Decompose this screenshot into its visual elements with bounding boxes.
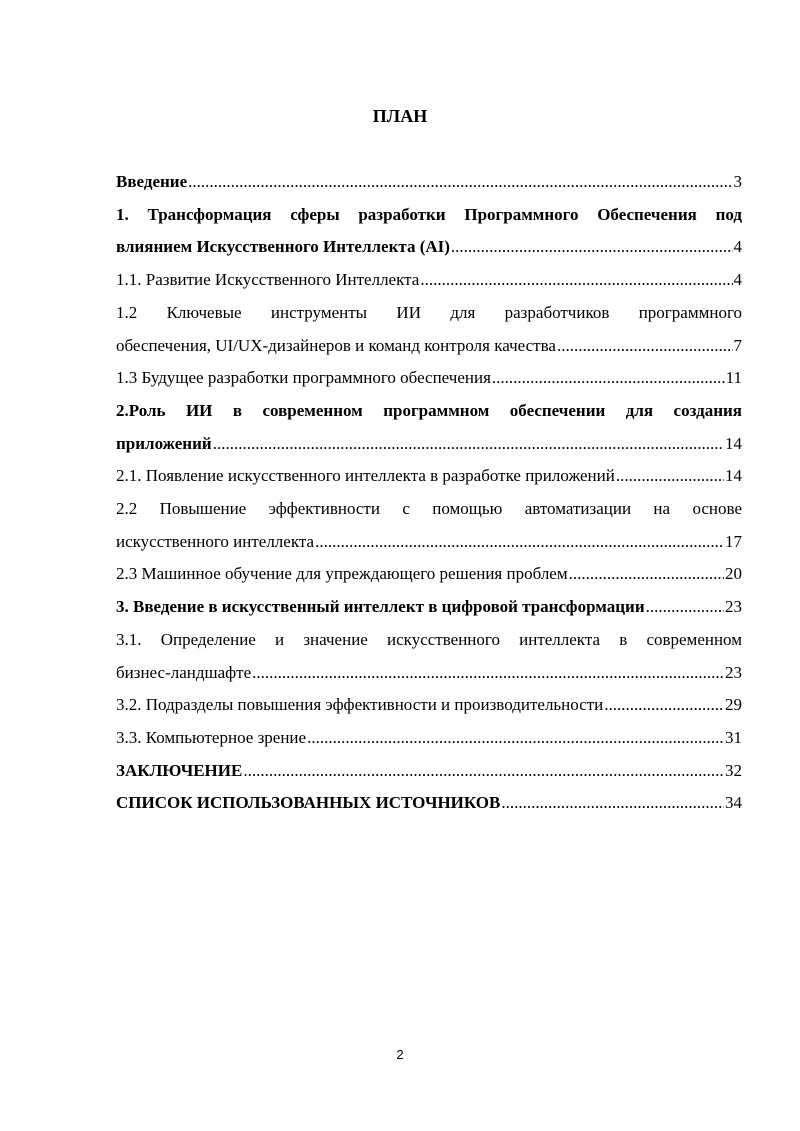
toc-entry-line [116, 526, 742, 559]
page-title: ПЛАН [372, 106, 428, 126]
toc-entry-line [116, 166, 742, 199]
toc-entry-line [116, 722, 742, 755]
toc-entry-title: 1.1. Развитие Искусственного Интеллекта [116, 270, 420, 290]
toc-entry-title-line: 1. Трансформация сферы разработки Программного Обеспечения под [116, 204, 742, 224]
toc-entry-page: 32 [725, 760, 742, 780]
toc-entry-page: 3 [733, 172, 742, 191]
dot-leader [569, 558, 724, 591]
dot-leader [646, 591, 724, 624]
toc-entry-page: 17 [725, 531, 742, 551]
toc-entry-page: 20 [725, 564, 742, 584]
dot-leader [451, 231, 733, 264]
toc-entry[interactable] [116, 395, 742, 460]
toc-entry[interactable] [116, 787, 742, 820]
table-of-contents [116, 166, 742, 820]
dot-leader [501, 787, 724, 820]
toc-entry-page: 7 [733, 335, 742, 355]
toc-entry-page: 4 [733, 270, 742, 290]
toc-entry[interactable] [116, 591, 742, 624]
toc-entry[interactable] [116, 558, 742, 591]
toc-entry-line [116, 689, 742, 722]
toc-entry-title: 1.3 Будущее разработки программного обеспечения [116, 368, 491, 388]
toc-entry-page: 4 [733, 237, 742, 257]
toc-entry-line [116, 330, 742, 363]
toc-entry-title: 2.1. Появление искусственного интеллекта в разработке приложений [116, 466, 615, 486]
toc-entry-title: обеспечения, UI/UX-дизайнеров и команд контроля качества [116, 335, 556, 355]
toc-entry-line [116, 591, 742, 624]
toc-entry-title: 2.3 Машинное обучение для упреждающего решения проблем [116, 564, 568, 584]
toc-entry-title-line: 2.Роль ИИ в современном программном обеспечении для создания [116, 400, 742, 420]
toc-entry-page: 11 [725, 368, 742, 388]
toc-entry-page: 23 [725, 597, 742, 617]
toc-entry-line [116, 362, 742, 395]
toc-entry-page: 14 [725, 466, 742, 486]
page-number: 2 [396, 1047, 404, 1062]
toc-entry-line [116, 755, 742, 788]
dot-leader [307, 722, 724, 755]
dot-leader [420, 264, 732, 297]
toc-entry-page: 34 [725, 793, 742, 813]
toc-entry-title: 3. Введение в искусственный интеллект в цифровой трансформации [116, 597, 645, 617]
dot-leader [492, 362, 725, 395]
toc-entry-line [116, 428, 742, 461]
toc-entry-title: бизнес-ландшафте [116, 662, 252, 682]
toc-entry[interactable] [116, 297, 742, 362]
toc-entry-title: СПИСОК ИСПОЛЬЗОВАННЫХ ИСТОЧНИКОВ [116, 793, 501, 813]
toc-entry-title: 3.3. Компьютерное зрение [116, 727, 307, 747]
toc-entry[interactable] [116, 493, 742, 558]
toc-entry[interactable] [116, 264, 742, 297]
toc-entry-title-line: 1.2 Ключевые инструменты ИИ для разработчиков программного [116, 302, 742, 322]
dot-leader [604, 689, 724, 722]
toc-entry-page: 23 [725, 662, 742, 682]
toc-entry-title: ЗАКЛЮЧЕНИЕ [116, 760, 243, 780]
dot-leader [557, 330, 733, 363]
toc-entry-page: 31 [725, 727, 742, 747]
dot-leader [243, 755, 724, 788]
toc-entry[interactable] [116, 166, 742, 199]
dot-leader [252, 657, 724, 690]
toc-entry-title: Введение [116, 172, 188, 191]
toc-entry-title: приложений [116, 433, 212, 453]
toc-entry-line [116, 657, 742, 690]
toc-entry-title: 3.2. Подразделы повышения эффективности и производительности [116, 695, 604, 715]
toc-entry-line [116, 558, 742, 591]
toc-entry[interactable] [116, 362, 742, 395]
toc-entry[interactable] [116, 624, 742, 689]
dot-leader [616, 460, 724, 493]
toc-entry[interactable] [116, 460, 742, 493]
dot-leader [188, 166, 732, 199]
toc-entry-line [116, 264, 742, 297]
toc-entry-line [116, 231, 742, 264]
dot-leader [315, 526, 724, 559]
toc-entry-page: 29 [725, 695, 742, 715]
toc-entry-line [116, 787, 742, 820]
toc-entry-title-line: 2.2 Повышение эффективности с помощью автоматизации на основе [116, 499, 742, 519]
toc-entry[interactable] [116, 689, 742, 722]
toc-entry[interactable] [116, 755, 742, 788]
toc-entry-title-line: 3.1. Определение и значение искусственного интеллекта в современном [116, 629, 742, 649]
toc-entry[interactable] [116, 722, 742, 755]
toc-entry-title: искусственного интеллекта [116, 531, 315, 551]
toc-entry[interactable] [116, 199, 742, 264]
toc-entry-page: 14 [725, 433, 742, 453]
toc-entry-title: влиянием Искусственного Интеллекта (AI) [116, 237, 450, 257]
dot-leader [213, 428, 724, 461]
toc-entry-line [116, 460, 742, 493]
